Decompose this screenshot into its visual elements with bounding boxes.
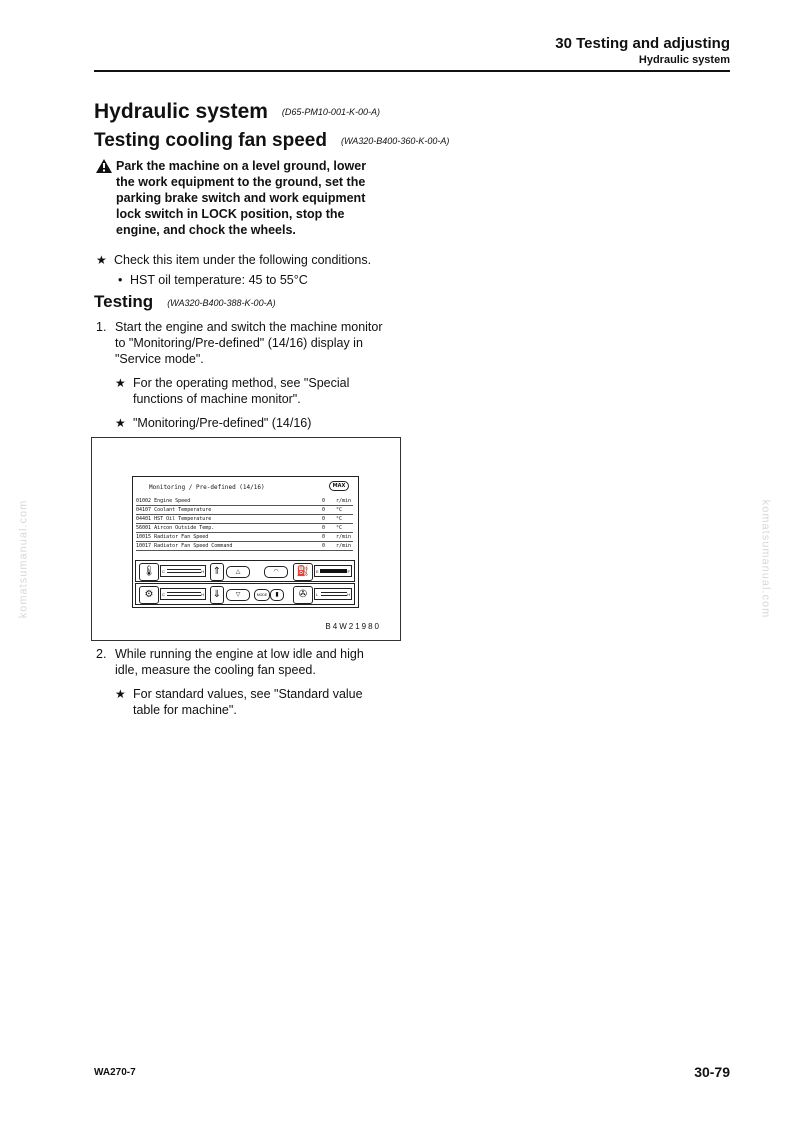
gauge-label: H xyxy=(201,569,204,574)
warning-line: lock switch in LOCK position, stop the xyxy=(116,207,345,221)
row-value: 0 xyxy=(322,498,326,504)
up-arrow-icon: ⇑ xyxy=(210,563,224,581)
subsection-title xyxy=(94,130,449,152)
fan-icon: ✇ xyxy=(293,586,313,604)
note-line: "Monitoring/Pre-defined" (14/16) xyxy=(133,416,312,430)
star-icon: ★ xyxy=(115,687,126,701)
row-code: 10017 xyxy=(136,543,152,549)
warning-line: parking brake switch and work equipment xyxy=(116,191,366,205)
warning-line: Park the machine on a level ground, lower xyxy=(116,159,367,173)
conditions-note xyxy=(96,252,416,292)
table-row xyxy=(136,524,353,533)
step-1 xyxy=(96,319,406,434)
table-row xyxy=(136,533,353,542)
row-name: Aircon Outside Temp. xyxy=(154,525,215,531)
gauge-label: L xyxy=(316,592,319,597)
speed-icon: ◠ xyxy=(264,566,288,578)
hst-oil-temp-icon: ⚙ xyxy=(139,586,159,604)
row-code: 01002 xyxy=(136,498,152,504)
page-title-text: Hydraulic system xyxy=(94,100,268,123)
row-unit: r/min xyxy=(336,534,352,540)
fan-gauge xyxy=(314,588,352,600)
subsection-title-text: Testing cooling fan speed xyxy=(94,130,327,151)
bullet-icon: • xyxy=(118,273,123,287)
page-title xyxy=(94,100,380,124)
screen-title: Monitoring / Pre-defined (14/16) xyxy=(149,484,265,491)
step-line: idle, measure the cooling fan speed. xyxy=(115,663,316,677)
row-name: Coolant Temperature xyxy=(154,507,212,513)
chapter-title: 30 Testing and adjusting xyxy=(555,35,730,52)
row-name: Engine Speed xyxy=(154,498,191,504)
note-line: functions of machine monitor". xyxy=(133,392,301,406)
row-name: Radiator Fan Speed Command xyxy=(154,543,233,549)
row-value: 0 xyxy=(322,543,326,549)
warning-line: engine, and chock the wheels. xyxy=(116,223,296,237)
row-value: 0 xyxy=(322,525,326,531)
row-code: 04401 xyxy=(136,516,152,522)
monitor-screen xyxy=(132,476,359,608)
testing-title-text: Testing xyxy=(94,292,154,311)
warning-triangle-icon xyxy=(96,159,112,173)
header-rule xyxy=(94,70,730,72)
table-row xyxy=(136,515,353,524)
conditions-intro: Check this item under the following conditions. xyxy=(114,253,372,267)
gauge-label: H xyxy=(201,592,204,597)
row-unit: r/min xyxy=(336,543,352,549)
gauge-label: C xyxy=(162,592,165,597)
max-badge: MAX xyxy=(329,481,349,491)
row-name: HST Oil Temperature xyxy=(154,516,212,522)
star-icon: ★ xyxy=(96,253,107,267)
watermark-left: komatsumanual.com xyxy=(17,499,30,619)
gauge-label: H xyxy=(347,592,350,597)
section-title: Hydraulic system xyxy=(638,54,730,66)
row-code: 10015 xyxy=(136,534,152,540)
row-unit: °C xyxy=(336,507,343,513)
row-code: 56001 xyxy=(136,525,152,531)
star-icon: ★ xyxy=(115,416,126,430)
row-unit: °C xyxy=(336,525,343,531)
monitor-figure xyxy=(91,437,401,641)
mode-button: MODE xyxy=(254,589,270,601)
gauge-label: E xyxy=(316,569,319,574)
testing-title xyxy=(94,292,276,312)
lock-icon: ▮ xyxy=(270,589,284,601)
figure-caption: B4W21980 xyxy=(325,622,381,631)
row-value: 0 xyxy=(322,516,326,522)
down-arrow-icon: ⇓ xyxy=(210,586,224,604)
footer-model: WA270-7 xyxy=(94,1067,136,1078)
star-icon: ★ xyxy=(115,376,126,390)
row-code: 04107 xyxy=(136,507,152,513)
page-number: 30-79 xyxy=(694,1064,730,1080)
step-number: 2. xyxy=(96,647,107,661)
hst-oil-gauge xyxy=(160,588,206,600)
step-line: Start the engine and switch the machine monitor xyxy=(115,320,383,334)
watermark-right: komatsumanual.com xyxy=(759,499,772,619)
step-2 xyxy=(96,646,406,721)
fuel-pump-icon: ⛽ xyxy=(293,563,313,581)
row-value: 0 xyxy=(322,507,326,513)
row-unit: °C xyxy=(336,516,343,522)
row-unit: r/min xyxy=(336,498,352,504)
gauge-panel-bottom xyxy=(135,583,355,605)
note-line: For standard values, see "Standard value xyxy=(133,687,363,701)
note-line: For the operating method, see "Special xyxy=(133,376,350,390)
gauge-label: C xyxy=(162,569,165,574)
row-value: 0 xyxy=(322,534,326,540)
page-title-code: (D65-PM10-001-K-00-A) xyxy=(281,107,380,118)
step-line: "Service mode". xyxy=(115,352,204,366)
condition-item: HST oil temperature: 45 to 55°C xyxy=(130,273,308,287)
testing-title-code: (WA320-B400-388-K-00-A) xyxy=(167,297,276,308)
safety-warning xyxy=(96,158,396,238)
warning-line: the work equipment to the ground, set the xyxy=(116,175,366,189)
down-button: ▽ xyxy=(226,589,250,601)
gauge-panel-top xyxy=(135,560,355,582)
step-number: 1. xyxy=(96,320,107,334)
coolant-temp-icon: 🌡 xyxy=(139,563,159,581)
note-line: table for machine". xyxy=(133,703,237,717)
fuel-gauge xyxy=(314,565,352,577)
coolant-gauge xyxy=(160,565,206,577)
step-line: to "Monitoring/Pre-defined" (14/16) display in xyxy=(115,336,363,350)
step-line: While running the engine at low idle and high xyxy=(115,647,364,661)
table-row xyxy=(136,506,353,515)
subsection-title-code: (WA320-B400-360-K-00-A) xyxy=(340,135,450,146)
table-row xyxy=(136,542,353,551)
row-name: Radiator Fan Speed xyxy=(154,534,209,540)
up-button: △ xyxy=(226,566,250,578)
gauge-label: F xyxy=(347,569,350,574)
table-row xyxy=(136,497,353,506)
